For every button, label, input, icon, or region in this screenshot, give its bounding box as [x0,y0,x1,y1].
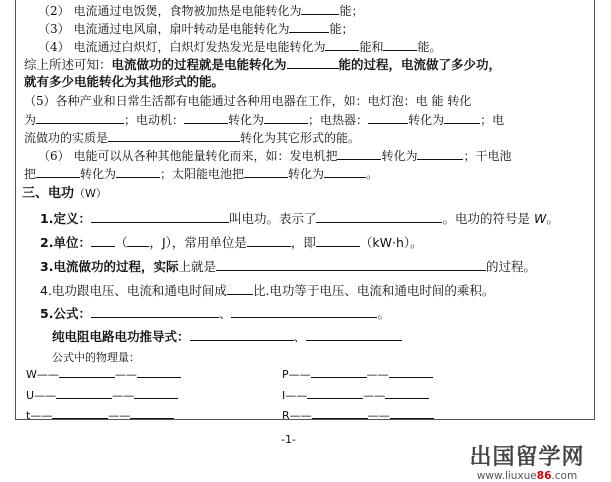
q-symbol: t [26,409,31,422]
item-4-text: （4） 电流通过白炽灯，白炽灯发热发光是电能转化为 [38,40,326,54]
text: 。 [377,306,390,321]
text: ；电 [480,113,505,127]
quantity-row-u [26,386,178,402]
item-2-text: （2） 电流通过电饭煲，食物被加热是电能转化为 [38,4,302,18]
text: ，J），常用单位是 [149,235,247,250]
q-dash: —— [367,409,390,422]
blank[interactable] [91,234,115,247]
q-symbol: W [26,368,37,381]
blank[interactable] [108,129,240,142]
point-3 [40,258,536,275]
blank[interactable] [184,111,228,124]
q-symbol: P [282,368,289,381]
item-2 [38,2,363,19]
summary-line-2: 就有多少电能转化为其他形式的能。 [24,74,225,89]
text: 流做功的实质是 [24,131,109,145]
blank[interactable] [244,165,288,178]
blank[interactable] [324,165,366,178]
blank[interactable] [383,38,417,51]
point-2 [40,234,423,251]
q-symbol: R [282,409,290,422]
q-dash: —— [108,409,131,422]
quantity-row-w [26,365,181,381]
derive-label: 纯电阻电路电功推导式： [52,329,190,344]
q-dash: —— [366,368,389,381]
item-3-end: 能； [329,22,354,36]
blank[interactable] [390,406,434,419]
q-dash: —— [289,409,312,422]
text: 转化为 [228,113,265,127]
blank[interactable] [91,305,219,318]
blank[interactable] [137,365,181,378]
text: 转化为 [381,149,418,163]
text: 、 [293,329,307,344]
blank[interactable] [264,111,308,124]
text: 的过程。 [485,259,536,274]
watermark-name: 出国留学网 [469,445,585,470]
q-dash: —— [285,389,308,402]
blank[interactable] [52,406,108,419]
text: （ [114,235,128,250]
section-heading [22,186,107,202]
q-dash: —— [114,368,137,381]
text: 叫电功。表示了 [228,211,317,226]
text: 转化为其它形式的能。 [240,131,361,145]
summary-bold-a: 电流做功的过程就是电能转化为 [111,57,287,72]
point-4 [40,282,494,299]
item-6-line-2 [24,165,378,182]
quantity-row-i [282,386,429,402]
q-dash: —— [363,389,386,402]
point-label: 3.电流做功的过程， [40,259,154,274]
text: 把 [24,167,37,181]
page-number: -1- [281,433,296,446]
section-symbol: （W） [74,187,107,200]
item-4-mid: 能和 [359,40,384,54]
text: 转化为 [288,167,325,181]
text: 、 [218,306,232,321]
section-title: 电功 [48,186,75,201]
text: 。 [366,167,379,181]
blank[interactable] [289,20,329,33]
item-4-end: 能。 [417,40,442,54]
blank[interactable] [389,365,433,378]
point-label: 5.公式： [40,306,91,321]
blank[interactable] [190,328,294,341]
blank[interactable] [36,111,124,124]
q-dash: —— [112,389,135,402]
summary-bold-b: 能的过程，电流做了多少功， [338,57,502,72]
text: 上就是 [178,259,216,274]
blank[interactable] [59,365,115,378]
item-5-line-2 [24,111,504,128]
quantity-row-r [282,406,434,422]
text: ，即 [290,235,316,250]
q-dash: —— [34,389,57,402]
blank[interactable] [56,386,112,399]
text: ；太阳能电池把 [160,167,245,181]
point-label: 1.定义： [40,211,91,226]
quantity-row-p [282,365,433,381]
q-symbol: I [282,389,286,402]
item-5-line-3 [24,129,360,146]
point-label: 2.单位： [40,235,91,250]
q-dash: —— [288,368,311,381]
url-part: www.liuxue [476,470,537,482]
blank[interactable] [325,38,359,51]
url-part: 86 [536,470,552,482]
summary-lead: 综上所述可知： [24,57,112,72]
blank[interactable] [127,234,149,247]
blank[interactable] [368,111,408,124]
blank[interactable] [231,305,377,318]
derivation [52,328,402,345]
text: 转化为 [408,113,445,127]
point-1 [40,210,559,227]
q-dash: —— [36,368,59,381]
blank[interactable] [307,386,363,399]
text: 。电功的符号是 [442,211,530,226]
blank[interactable] [311,365,367,378]
quantities-label: 公式中的物理量： [52,351,140,364]
url-part: .com [551,470,578,482]
blank[interactable] [312,406,368,419]
text: 。 [546,211,559,226]
blank[interactable] [337,147,381,160]
text: 4.电功跟电压、电流和通电时间成 [40,283,227,298]
blank[interactable] [130,406,174,419]
text: （kW·h）。 [359,235,423,250]
text: 实际 [153,259,179,274]
text: 为 [24,113,37,127]
section-number: 三、 [22,186,49,201]
item-3-text: （3） 电流通过电风扇，扇叶转动是电能转化为 [38,22,290,36]
symbol-w: W [533,211,547,226]
site-watermark [457,446,597,482]
blank[interactable] [227,282,253,295]
text: 比.电功等于电压、电流和通电时间的乘积。 [252,283,495,298]
quantity-row-t [26,406,174,422]
text: ；电动机： [124,113,185,127]
item-3 [38,20,353,37]
q-dash: —— [30,409,53,422]
blank[interactable] [216,258,486,271]
item-2-end: 能； [339,4,364,18]
point-5 [40,305,390,322]
item-4 [38,38,441,55]
text: ；电热器： [308,113,369,127]
blank[interactable] [385,386,429,399]
blank[interactable] [316,234,360,247]
blank[interactable] [316,210,442,223]
item-5-line-1: （5）各种产业和日常生活都有电能通过各种用电器在工作，如：电灯泡：电 能 转化 [24,94,472,108]
text: 转化为 [80,167,117,181]
blank[interactable] [116,165,160,178]
blank[interactable] [287,56,339,69]
blank[interactable] [306,328,402,341]
blank[interactable] [91,210,229,223]
q-symbol: U [26,389,35,402]
blank[interactable] [301,2,339,15]
blank[interactable] [36,165,80,178]
summary-line-1 [24,56,501,73]
item-6-line-1 [38,147,511,164]
watermark-url [457,470,597,482]
blank[interactable] [444,111,480,124]
blank[interactable] [134,386,178,399]
text: ；干电池 [463,149,512,163]
blank[interactable] [247,234,291,247]
text: （6） 电能可以从各种其他能量转化而来，如：发电机把 [38,149,338,163]
worksheet-page [15,0,595,420]
blank[interactable] [417,147,463,160]
